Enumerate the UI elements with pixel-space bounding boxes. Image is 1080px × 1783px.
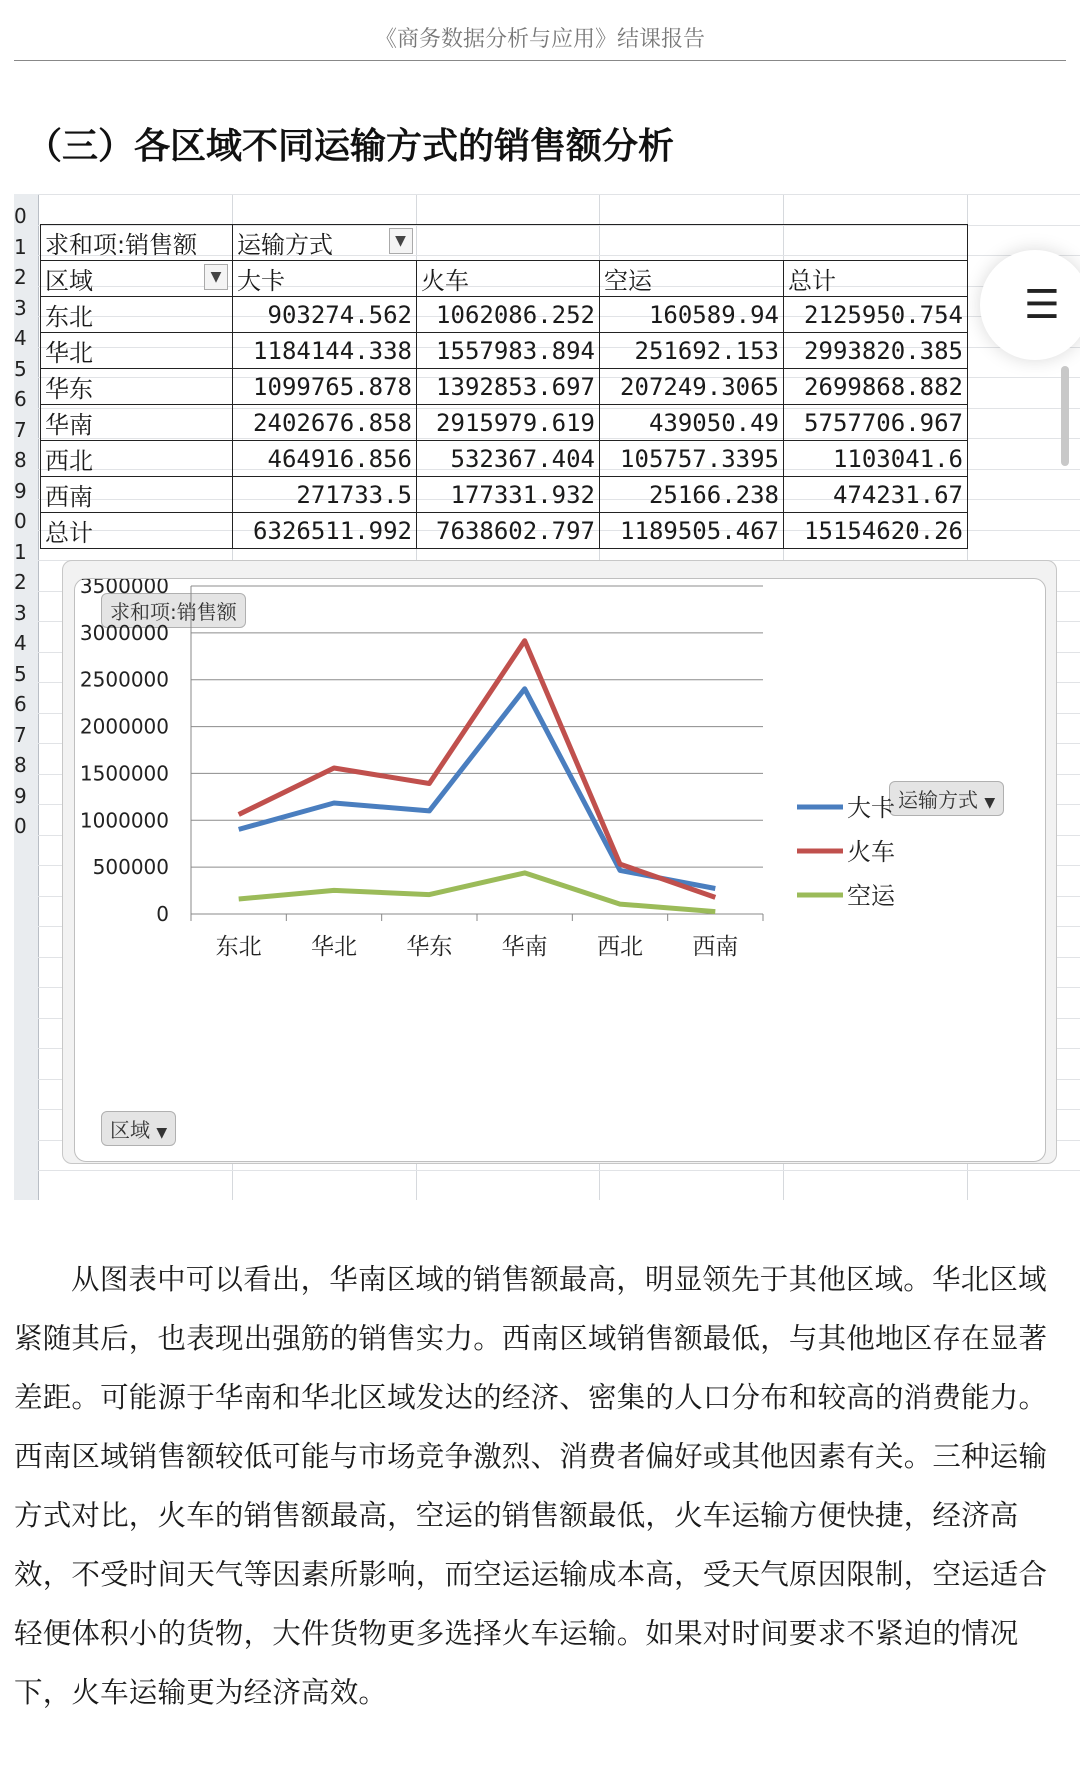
value-cell: 1062086.252 [417, 297, 600, 333]
value-cell: 474231.67 [784, 477, 968, 513]
row-number[interactable]: 4 [14, 326, 27, 350]
hamburger-menu-icon: ☰ [1024, 282, 1060, 328]
dropdown-arrow-icon: ▼ [984, 795, 996, 811]
x-tick-label: 西北 [597, 934, 643, 960]
dropdown-arrow-icon[interactable]: ▼ [204, 264, 228, 290]
column-header: 总计 [784, 261, 968, 297]
series-line-1 [239, 641, 716, 898]
row-number[interactable]: 0 [14, 814, 27, 838]
x-tick-label: 华南 [501, 934, 548, 960]
chart-area[interactable] [74, 578, 1046, 1162]
y-tick-label: 1500000 [79, 761, 169, 786]
y-tick-label: 1000000 [79, 808, 169, 833]
column-field-cell[interactable] [233, 225, 417, 261]
pivot-row [41, 477, 968, 513]
dropdown-arrow-icon: ▼ [156, 1125, 168, 1141]
row-header-column [14, 194, 39, 1200]
value-field-button[interactable]: 求和项:销售额 [101, 593, 246, 628]
row-number[interactable]: 1 [14, 234, 27, 259]
legend-field-label: 运输方式 [898, 788, 978, 812]
row-number[interactable]: 6 [14, 692, 27, 716]
dropdown-arrow-icon[interactable]: ▼ [389, 228, 413, 254]
region-label: 华南 [41, 405, 233, 441]
line-chart [75, 579, 1043, 1159]
value-cell: 25166.238 [600, 477, 784, 513]
value-cell: 1557983.894 [417, 333, 600, 369]
pivot-total-row [41, 513, 968, 549]
pivot-header-row-2 [41, 261, 968, 297]
pivot-row [41, 333, 968, 369]
x-tick-label: 东北 [215, 934, 262, 960]
column-header: 空运 [600, 261, 784, 297]
scrollbar[interactable] [1061, 366, 1069, 466]
value-cell: 160589.94 [600, 297, 784, 333]
row-number[interactable]: 7 [14, 417, 27, 442]
menu-button[interactable] [980, 250, 1080, 360]
row-number[interactable]: 0 [14, 204, 27, 228]
region-label: 华东 [41, 369, 233, 405]
legend-label: 大卡 [847, 794, 895, 822]
value-cell: 464916.856 [233, 441, 417, 477]
y-tick-label: 0 [156, 902, 169, 926]
region-label: 华北 [41, 333, 233, 369]
value-cell: 532367.404 [417, 441, 600, 477]
row-number[interactable]: 2 [14, 570, 27, 594]
row-number[interactable]: 3 [14, 295, 27, 320]
y-tick-label: 2000000 [79, 714, 169, 739]
row-number[interactable]: 1 [14, 539, 27, 564]
row-number[interactable]: 9 [14, 478, 27, 503]
pivot-table [40, 224, 968, 549]
pivot-row [41, 297, 968, 333]
value-cell: 2125950.754 [784, 297, 968, 333]
value-cell: 1103041.6 [784, 441, 968, 477]
value-cell: 903274.562 [233, 297, 417, 333]
region-label: 西南 [41, 477, 233, 513]
pivot-row [41, 405, 968, 441]
column-field-label: 运输方式 [237, 231, 333, 259]
header-text: 《商务数据分析与应用》结课报告 [374, 27, 705, 52]
pivot-header-row-1 [41, 225, 968, 261]
legend-label: 空运 [847, 882, 895, 910]
axis-field-label: 区域 [110, 1118, 150, 1142]
row-number[interactable]: 8 [14, 753, 27, 777]
y-tick-label: 2500000 [79, 667, 169, 692]
y-tick-label: 500000 [92, 855, 169, 880]
grid-line [38, 1170, 1080, 1171]
document-header [14, 22, 1066, 61]
x-tick-label: 华东 [406, 934, 453, 960]
total-cell: 15154620.26 [784, 513, 968, 549]
region-label: 东北 [41, 297, 233, 333]
pivot-row [41, 441, 968, 477]
row-number[interactable]: 4 [14, 631, 27, 655]
grid-line [38, 194, 1080, 195]
value-cell: 1392853.697 [417, 369, 600, 405]
total-cell: 1189505.467 [600, 513, 784, 549]
row-number[interactable]: 8 [14, 448, 27, 472]
value-cell: 1184144.338 [233, 333, 417, 369]
row-number[interactable]: 5 [14, 356, 27, 381]
empty-cell [784, 225, 968, 261]
legend-label: 火车 [847, 838, 895, 866]
value-cell: 1099765.878 [233, 369, 417, 405]
row-number[interactable]: 2 [14, 265, 27, 289]
value-cell: 207249.3065 [600, 369, 784, 405]
row-number[interactable]: 0 [14, 509, 27, 533]
pivot-row [41, 369, 968, 405]
value-cell: 439050.49 [600, 405, 784, 441]
row-number[interactable]: 6 [14, 387, 27, 411]
x-tick-label: 华北 [311, 934, 357, 960]
row-number[interactable]: 3 [14, 600, 27, 625]
analysis-paragraph [14, 1250, 1066, 1722]
y-tick-label: 3500000 [79, 579, 169, 598]
value-cell: 2699868.882 [784, 369, 968, 405]
value-field-label: 求和项:销售额 [45, 231, 198, 259]
y-tick-label: 3000000 [79, 620, 169, 645]
row-field-cell[interactable] [41, 261, 233, 297]
row-number[interactable]: 5 [14, 661, 27, 686]
column-header: 火车 [417, 261, 600, 297]
value-cell: 105757.3395 [600, 441, 784, 477]
total-cell: 6326511.992 [233, 513, 417, 549]
value-cell: 5757706.967 [784, 405, 968, 441]
empty-cell [600, 225, 784, 261]
total-cell: 7638602.797 [417, 513, 600, 549]
total-label: 总计 [41, 513, 233, 549]
value-cell: 271733.5 [233, 477, 417, 513]
series-line-0 [239, 689, 716, 889]
column-header: 大卡 [233, 261, 417, 297]
series-line-2 [239, 873, 716, 912]
section-title: （三）各区域不同运输方式的销售额分析 [26, 126, 675, 167]
paragraph-text: 从图表中可以看出，华南区域的销售额最高，明显领先于其他区域。华北区域紧随其后，也表现出强筋的销售实力。西南区域销售额最低，与其他地区存在显著差距。可能源于华南和华北区域发达的经济、密集的人口分布和较高的消费能力。西南区域销售额较低可能与市场竞争激烈、消费者偏好或其他因素有关。三种运输方式对比，火车的销售额最高，空运的销售额最低，火车运输方便快捷，经济高效，不受时间天气等因素所影响，而空运运输成本高，受天气原因限制，空运适合轻便体积小的货物，大件货物更多选择火车运输。如果对时间要求不紧迫的情况下，火车运输更为经济高效。 [14, 1263, 1048, 1709]
row-number[interactable]: 7 [14, 722, 27, 747]
value-cell: 251692.153 [600, 333, 784, 369]
x-tick-label: 西南 [692, 934, 739, 960]
value-cell: 177331.932 [417, 477, 600, 513]
region-label: 西北 [41, 441, 233, 477]
value-cell: 2993820.385 [784, 333, 968, 369]
value-cell: 2402676.858 [233, 405, 417, 441]
row-number[interactable]: 9 [14, 783, 27, 808]
empty-cell [417, 225, 600, 261]
row-field-label: 区域 [45, 267, 93, 295]
value-cell: 2915979.619 [417, 405, 600, 441]
value-field-cell[interactable] [41, 225, 233, 261]
